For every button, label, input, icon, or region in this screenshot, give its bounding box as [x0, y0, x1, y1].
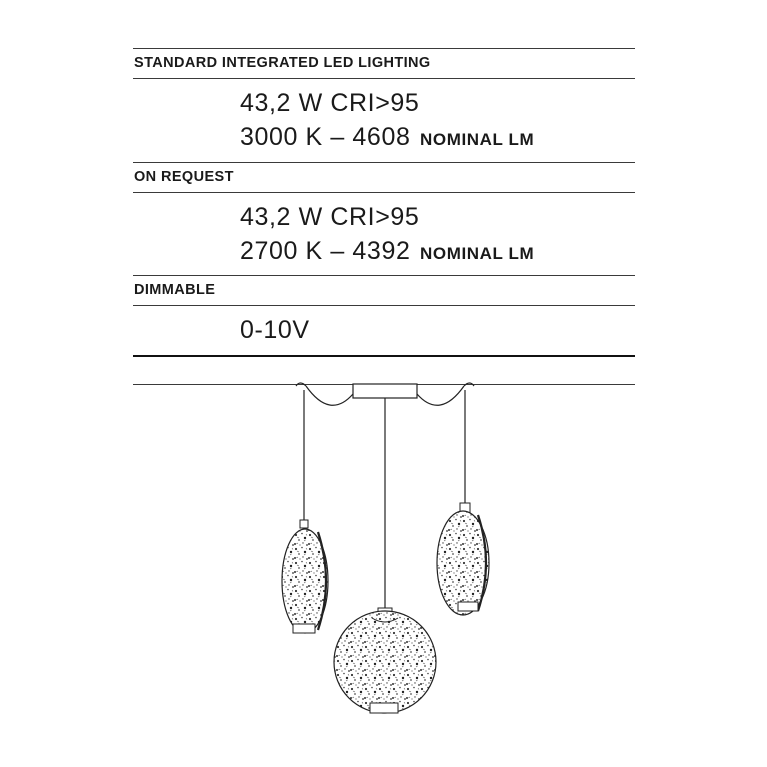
section-heading-standard: STANDARD INTEGRATED LED LIGHTING	[134, 55, 431, 71]
on-request-lumen-unit: NOMINAL LM	[420, 244, 535, 263]
left-pendant-shade	[282, 520, 328, 633]
dimmable-value: 0-10V	[240, 316, 310, 344]
standard-power-cri: 43,2 W CRI>95	[240, 89, 420, 117]
section-heading-on-request: ON REQUEST	[134, 169, 234, 185]
on-request-power-cri: 43,2 W CRI>95	[240, 203, 420, 231]
center-pendant-shade	[334, 608, 436, 713]
standard-temperature-lumen-value: 3000 K – 4608	[240, 123, 411, 151]
section-heading-dimmable: DIMMABLE	[134, 282, 216, 298]
standard-lumen-unit: NOMINAL LM	[420, 130, 535, 149]
right-pendant-shade	[437, 503, 489, 615]
on-request-temperature-lumen-value: 2700 K – 4392	[240, 237, 411, 265]
